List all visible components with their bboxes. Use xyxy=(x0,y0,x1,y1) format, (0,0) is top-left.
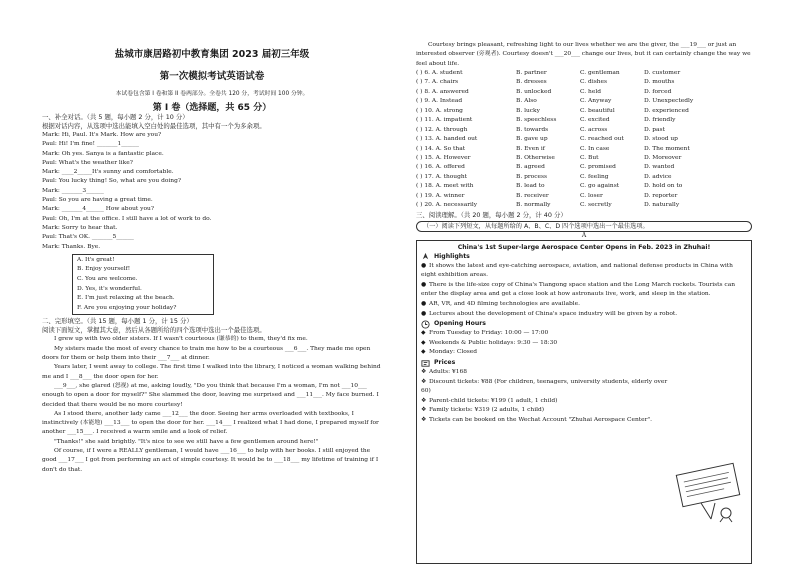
passage-paragraph: I grew up with two older sisters. If I wasn't courteous (谦恭的) to them, they'd fix me. xyxy=(54,336,308,343)
dialogue-line: Paul: So you are having a great time. xyxy=(42,197,153,204)
option-a: ( ) 13. A. handed out xyxy=(416,136,478,143)
cloze-option-row xyxy=(416,69,752,78)
highlight-item xyxy=(421,300,747,310)
dialogue-line: Mark: Oh yes. Sanya is a fantastic place. xyxy=(42,150,164,157)
option-c: C. across xyxy=(580,126,608,133)
option-b: B. Otherwise xyxy=(516,154,555,161)
option-c: C. gentleman xyxy=(580,69,620,76)
cloze-option-row xyxy=(416,201,752,210)
option-b: B. Also xyxy=(516,98,537,105)
clock-icon xyxy=(421,320,430,329)
bullet-icon: ● xyxy=(421,262,427,269)
cloze-option-row xyxy=(416,116,752,125)
rocket-icon xyxy=(421,252,430,261)
cloze-option-row xyxy=(416,97,752,106)
dialogue-line: Mark: _______3______ xyxy=(42,187,104,194)
cloze-option-row xyxy=(416,192,752,201)
mascot-sign-illustration xyxy=(671,461,745,523)
highlights-heading xyxy=(421,252,747,262)
bullet-icon: ● xyxy=(421,310,427,317)
option-item: D. Yes, it's wonderful. xyxy=(77,285,142,292)
option-b: B. dresses xyxy=(516,79,547,86)
cloze-option-row xyxy=(416,88,752,97)
option-d: D. The moment xyxy=(644,145,690,152)
option-a: ( ) 7. A. chairs xyxy=(416,79,459,86)
section2-instruction: 阅读下面短文，掌握其大意，然后从各题所给的四个选项中选出一个最佳选项。 xyxy=(42,326,266,335)
cloze-options xyxy=(416,69,752,211)
price-item xyxy=(421,397,747,407)
option-b: B. lucky xyxy=(516,107,540,114)
option-b: B. normally xyxy=(516,202,551,209)
price-item xyxy=(421,416,747,426)
option-a: ( ) 19. A. winner xyxy=(416,192,465,199)
cloze-option-row xyxy=(416,154,752,163)
option-b: B. partner xyxy=(516,69,547,76)
highlight-item xyxy=(421,262,747,281)
ad-title: China's 1st Super-large Aerospace Center Opens in Feb. 2023 in Zhuhai! xyxy=(457,243,711,251)
price-text: Tickets can be booked on the Wechat Account "Zhuhai Aerospace Center". xyxy=(429,417,653,423)
passage-paragraph: Of course, if I were a REALLY gentleman, I would have ___16___ to help with her books. I still enjoyed the good ___17___ I got from performing an act of simple courtesy. It would be to ___18___ my lifetime of training if I don't do that. xyxy=(42,447,379,473)
highlight-text: Lectures about the development of China's space industry will be given by a robot. xyxy=(429,310,678,317)
option-a: ( ) 16. A. offered xyxy=(416,164,465,171)
option-item: B. Enjoy yourself! xyxy=(77,266,131,273)
hours-item xyxy=(421,339,747,349)
option-d: D. hold on to xyxy=(644,183,683,190)
section2-heading: 二、完形填空。（共 15 题，每小题 1 分，计 15 分） xyxy=(42,317,193,326)
highlights-label: Highlights xyxy=(434,252,470,260)
diamond-bullet-icon: ❖ xyxy=(421,378,427,385)
cloze-option-row xyxy=(416,107,752,116)
hours-text: From Tuesday to Friday: 10:00 — 17:00 xyxy=(429,330,549,337)
dialogue xyxy=(42,131,382,252)
option-b: B. agreed xyxy=(516,164,545,171)
highlight-text: AR, VR, and 4D filming technologies are available. xyxy=(429,301,580,308)
option-d: D. friendly xyxy=(644,117,676,124)
option-a: ( ) 11. A. impatient xyxy=(416,117,473,124)
option-d: D. forced xyxy=(644,88,672,95)
option-a: ( ) 12. A. through xyxy=(416,126,468,133)
bullet-icon: ● xyxy=(421,281,427,288)
option-a: ( ) 8. A. answered xyxy=(416,88,469,95)
option-c: C. dishes xyxy=(580,79,608,86)
option-a: ( ) 6. A. student xyxy=(416,69,463,76)
passage-continuation: Courtesy brings pleasant, refreshing light to our lives whether we are the giver, the ___19___ or just an interested observer (旁观者). Courtesy doesn't ___20___ change our lives, but it can certainly change the way we feel about life. xyxy=(416,42,751,67)
cloze-option-row xyxy=(416,78,752,87)
section3-heading: 三、阅读理解。（共 20 题，每小题 2 分，计 40 分） xyxy=(416,210,567,219)
price-item xyxy=(421,368,747,378)
exam-info: 本试卷包含第 I 卷和第 II 卷两部分。全卷共 120 分，考试时间 100 分钟。 xyxy=(115,91,309,97)
diamond-bullet-icon: ❖ xyxy=(421,369,427,376)
option-c: C. held xyxy=(580,88,601,95)
highlight-text: It shows the latest and eye-catching aerospace, aviation, and national defense products in China with eight exhibition areas. xyxy=(421,262,733,279)
dialogue-line: Mark: _______4______ How about you? xyxy=(42,206,154,213)
dialogue-line: Mark: Thanks. Bye. xyxy=(42,243,101,250)
hours-text: Monday: Closed xyxy=(429,349,478,356)
diamond-bullet-icon: ❖ xyxy=(421,397,427,404)
price-text: Adults: ¥168 xyxy=(429,369,467,376)
option-a: ( ) 17. A. thought xyxy=(416,173,468,180)
price-text: Parent-child tickets: ¥199 (1 adult, 1 child) xyxy=(429,397,558,404)
diamond-bullet-icon: ◆ xyxy=(421,349,426,356)
section3-subheading: （一）阅读下列短文，从每题所给的 A、B、C、D 四个选项中选出一个最佳选项。 xyxy=(416,221,752,232)
part-one-heading: 第 I 卷（选择题，共 65 分） xyxy=(152,103,272,113)
diamond-bullet-icon: ◆ xyxy=(421,330,426,337)
option-d: D. Unexpectedly xyxy=(644,98,694,105)
diamond-bullet-icon: ❖ xyxy=(421,407,427,414)
option-c: C. feeling xyxy=(580,173,609,180)
exam-subtitle: 第一次模拟考试英语试卷 xyxy=(159,71,265,82)
cloze-passage xyxy=(42,335,382,474)
option-a: ( ) 15. A. However xyxy=(416,154,471,161)
option-d: D. stood up xyxy=(644,136,678,143)
price-item xyxy=(421,378,747,397)
option-b: B. lead to xyxy=(516,183,545,190)
exam-title: 盐城市康居路初中教育集团 2023 届初三年级 xyxy=(114,49,310,60)
option-c: C. go against xyxy=(580,183,620,190)
option-a: ( ) 14. A. So that xyxy=(416,145,466,152)
option-item: E. I'm just relaxing at the beach. xyxy=(77,295,175,302)
passage-paragraph: ___9___, she glared (怒视) at me, asking loudly, "Do you think that because I'm a woman, I'm not ___10___ enough to open a door for myself?" She slammed the door, leaving me surprised and ___11___. My face burned. I decided that there would be no more courtesy! xyxy=(42,382,379,408)
dialogue-options-box xyxy=(72,254,214,316)
diamond-bullet-icon: ❖ xyxy=(421,417,427,423)
option-a: ( ) 10. A. strong xyxy=(416,107,463,114)
dialogue-line: Paul: That's OK. _______5______ xyxy=(42,234,134,241)
dialogue-line: Mark: Sorry to hear that. xyxy=(42,224,118,231)
option-c: C. reached out xyxy=(580,136,624,143)
cloze-option-row xyxy=(416,126,752,135)
option-a: ( ) 20. A. necessarily xyxy=(416,202,478,209)
option-c: C. But xyxy=(580,154,599,161)
option-c: C. Anyway xyxy=(580,98,612,105)
dialogue-line: Paul: What's the weather like? xyxy=(42,159,133,166)
option-b: B. receiver xyxy=(516,192,549,199)
option-b: B. speechless xyxy=(516,117,557,124)
option-d: D. past xyxy=(644,126,665,133)
price-item xyxy=(421,406,747,416)
hours-label: Opening Hours xyxy=(434,320,486,328)
option-d: D. customer xyxy=(644,69,681,76)
option-c: C. excited xyxy=(580,117,610,124)
bullet-icon: ● xyxy=(421,301,427,308)
cloze-option-row xyxy=(416,182,752,191)
passage-paragraph: As I stood there, another lady came ___12___ the door. Seeing her arms overloaded with textbooks, I instinctively (本能地) ___13___ to open the door for her. ___14___ I realized what I had done, I prepared myself for another ___15___. I received a warm smile and a look of relief. xyxy=(42,410,379,436)
option-b: B. gave up xyxy=(516,136,548,143)
option-c: C. loser xyxy=(580,192,603,199)
ticket-icon xyxy=(421,359,430,368)
price-text: Discount tickets: ¥88 (For children, teenagers, university students, elderly over 60) xyxy=(421,378,668,395)
cloze-option-row xyxy=(416,163,752,172)
highlight-text: There is the life-size copy of China's Tiangong space station and the Long March rockets. Tourists can enter the display area and get a close look at how astronauts live, work, and sleep in the station. xyxy=(421,281,736,298)
option-item: A. It's great! xyxy=(77,256,115,263)
highlight-item xyxy=(421,281,747,300)
passage-letter: A xyxy=(581,231,587,239)
option-c: C. secretly xyxy=(580,202,612,209)
highlight-item xyxy=(421,310,747,320)
section1-instruction: 根据对话内容，从选项中选出能填入空白处的最佳选项，其中有一个为多余项。 xyxy=(42,122,266,130)
section1-heading: 一、补全对话。（共 5 题，每小题 2 分，计 10 分） xyxy=(42,113,189,121)
cloze-option-row xyxy=(416,145,752,154)
option-a: ( ) 9. A. Instead xyxy=(416,98,463,105)
diamond-bullet-icon: ◆ xyxy=(421,339,426,346)
hours-item xyxy=(421,348,747,358)
dialogue-line: Paul: Oh, I'm at the office. I still have a lot of work to do. xyxy=(42,215,212,222)
hours-heading xyxy=(421,319,747,329)
prices-label: Prices xyxy=(434,359,456,367)
option-d: D. reporter xyxy=(644,192,678,199)
option-b: B. towards xyxy=(516,126,549,133)
dialogue-line: Mark: Hi, Paul. It's Mark. How are you? xyxy=(42,132,162,138)
option-b: B. Even if xyxy=(516,145,545,152)
option-c: C. beautiful xyxy=(580,107,615,114)
cloze-option-row xyxy=(416,135,752,144)
option-d: D. naturally xyxy=(644,202,680,209)
option-d: D. advice xyxy=(644,173,672,180)
dialogue-line: Paul: Hi! I'm fine! _______1______ xyxy=(42,141,139,148)
right-column xyxy=(416,41,752,564)
dialogue-line: Paul: You lucky thing! So, what are you doing? xyxy=(42,178,181,185)
passage-paragraph: "Thanks!" she said brightly. "It's nice to see we still have a few gentlemen around here!" xyxy=(54,438,319,445)
option-a: ( ) 18. A. meet with xyxy=(416,183,474,190)
prices-heading xyxy=(421,358,747,368)
hours-text: Weekends & Public holidays: 9:30 — 18:30 xyxy=(429,339,558,346)
cloze-option-row xyxy=(416,173,752,182)
option-d: D. experienced xyxy=(644,107,689,114)
option-d: D. wanted xyxy=(644,164,675,171)
left-column xyxy=(42,40,382,475)
option-d: D. Moreover xyxy=(644,154,682,161)
option-item: F. Are you enjoying your holiday? xyxy=(77,304,177,311)
option-c: C. In case xyxy=(580,145,610,152)
option-d: D. mouths xyxy=(644,79,675,86)
passage-paragraph: My sisters made the most of every chance to train me how to be a courteous ___6___. They made me open doors for them or help them into their ___7___ at dinner. xyxy=(42,345,371,362)
hours-item xyxy=(421,329,747,339)
option-c: C. promised xyxy=(580,164,616,171)
option-item: C. You are welcome. xyxy=(77,276,138,283)
aerospace-ad xyxy=(416,240,752,564)
price-text: Family tickets: ¥319 (2 adults, 1 child) xyxy=(429,407,545,414)
passage-paragraph: Years later, I went away to college. The first time I walked into the library, I noticed a woman walking behind me and I ___8___ the door open for her. xyxy=(42,364,381,380)
option-b: B. process xyxy=(516,173,548,180)
dialogue-line: Mark: ____2_____It's sunny and comfortable. xyxy=(42,169,174,176)
option-b: B. unlocked xyxy=(516,88,552,95)
